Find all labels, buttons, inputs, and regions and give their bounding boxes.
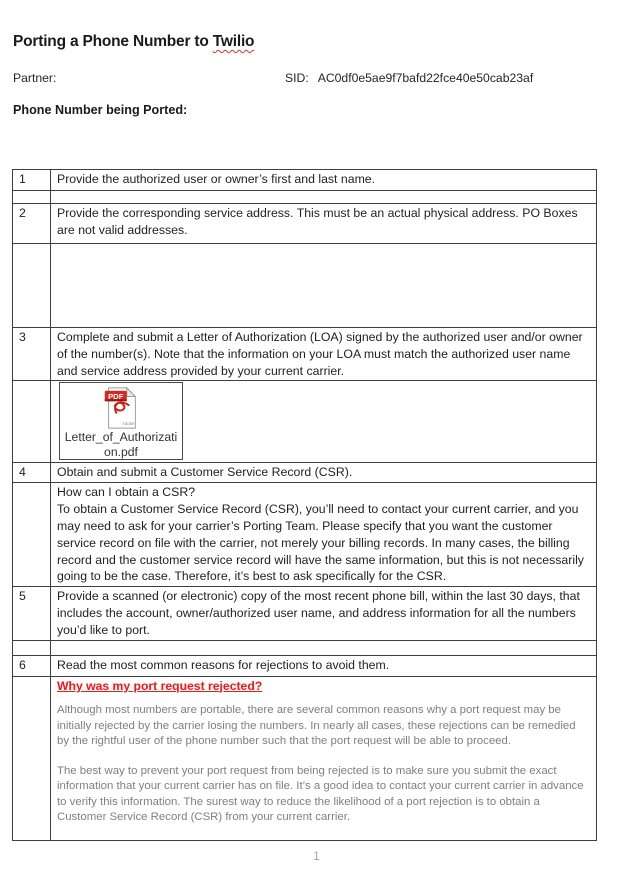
page-number: 1	[313, 849, 320, 863]
empty-cell	[51, 640, 597, 655]
empty-cell	[13, 244, 51, 328]
rejection-paragraph-2: The best way to prevent your port request from being rejected is to make sure you submit the exact information that your current carrier has on file. It’s a good idea to contact your current carrier in advance to verify this information. The surest way to reduce the likelihood of a port rejection is to obtain a Customer Service Record (CSR) from your current carrier.	[57, 764, 584, 824]
adobe-brand-text: Adobe	[121, 421, 135, 427]
step-text: Provide the authorized user or owner’s first and last name.	[51, 170, 597, 191]
step-row-1	[13, 170, 597, 191]
empty-cell	[13, 483, 51, 587]
step-row-6	[13, 655, 597, 676]
empty-cell	[51, 191, 597, 204]
empty-cell	[13, 640, 51, 655]
attachment-cell	[51, 381, 597, 463]
phone-number-label: Phone Number being Ported:	[13, 103, 188, 117]
step-number: 6	[13, 655, 51, 676]
rejection-note-row	[13, 676, 597, 840]
step-text: Provide a scanned (or electronic) copy of the most recent phone bill, within the last 30 days, that includes the account, owner/authorized user name, and address information for all the numbers you’d like to port.	[51, 587, 597, 640]
empty-cell	[51, 244, 597, 328]
step-text: Complete and submit a Letter of Authorization (LOA) signed by the authorized user and/or owner of the number(s). Note that the information on your LOA must match the authorized user name and service address provided by your current carrier.	[51, 328, 597, 381]
document-title	[13, 33, 254, 51]
spellcheck-squiggle-word: Twilio	[212, 33, 255, 50]
sid-label: SID:	[285, 71, 309, 85]
step-row-2	[13, 204, 597, 244]
csr-note-cell	[51, 483, 597, 587]
rejection-paragraph-1: Although most numbers are portable, there are several common reasons why a port request may be initially rejected by the carrier losing the numbers. In nearly all cases, these rejections can be remedied by the rightful user of the phone number such that the port request will be able to proceed.	[57, 704, 576, 748]
step-text: Read the most common reasons for rejections to avoid them.	[51, 655, 597, 676]
step-text: Obtain and submit a Customer Service Record (CSR).	[51, 463, 597, 483]
empty-row	[13, 640, 597, 655]
pdf-icon-label: PDF	[108, 392, 124, 402]
empty-row	[13, 191, 597, 204]
attachment-filename: Letter_of_Authorization.pdf	[64, 430, 178, 459]
empty-cell	[13, 191, 51, 204]
sid-group	[285, 71, 533, 85]
loa-attachment[interactable]	[59, 382, 183, 460]
empty-cell	[13, 381, 51, 463]
attachment-row	[13, 381, 597, 463]
step-number: 5	[13, 587, 51, 640]
rejection-faq-link[interactable]: Why was my port request rejected?	[57, 678, 263, 693]
step-number: 2	[13, 204, 51, 244]
step-text: Provide the corresponding service address. This must be an actual physical address. PO Boxes are not valid addresses.	[51, 204, 597, 244]
csr-note-row	[13, 483, 597, 587]
step-row-5	[13, 587, 597, 640]
sid-value: AC0df0e5ae9f7bafd22fce40e50cab23af	[317, 71, 534, 85]
step-row-4	[13, 463, 597, 483]
partner-sid-line	[13, 71, 613, 89]
pdf-file-icon	[102, 386, 140, 430]
step-number: 1	[13, 170, 51, 191]
document-title-text: Porting a Phone Number to	[13, 33, 213, 50]
step-number: 3	[13, 328, 51, 381]
empty-cell	[13, 676, 51, 840]
partner-label: Partner:	[13, 71, 57, 85]
porting-steps-table	[12, 169, 597, 841]
empty-row	[13, 244, 597, 328]
csr-question: How can I obtain a CSR?	[57, 485, 196, 500]
step-row-3	[13, 328, 597, 381]
step-number: 4	[13, 463, 51, 483]
csr-answer: To obtain a Customer Service Record (CSR), you’ll need to contact your current carrier, and you may need to ask for your carrier’s Porting Team. Please specify that you want the customer service record on file with the carrier, not merely your billing records. In many cases, the billing record and the customer service record will have the same information, but this is not necessarily going to be the case. Therefore, it’s best to ask specifically for the CSR.	[57, 502, 584, 584]
rejection-note-cell	[51, 676, 597, 840]
